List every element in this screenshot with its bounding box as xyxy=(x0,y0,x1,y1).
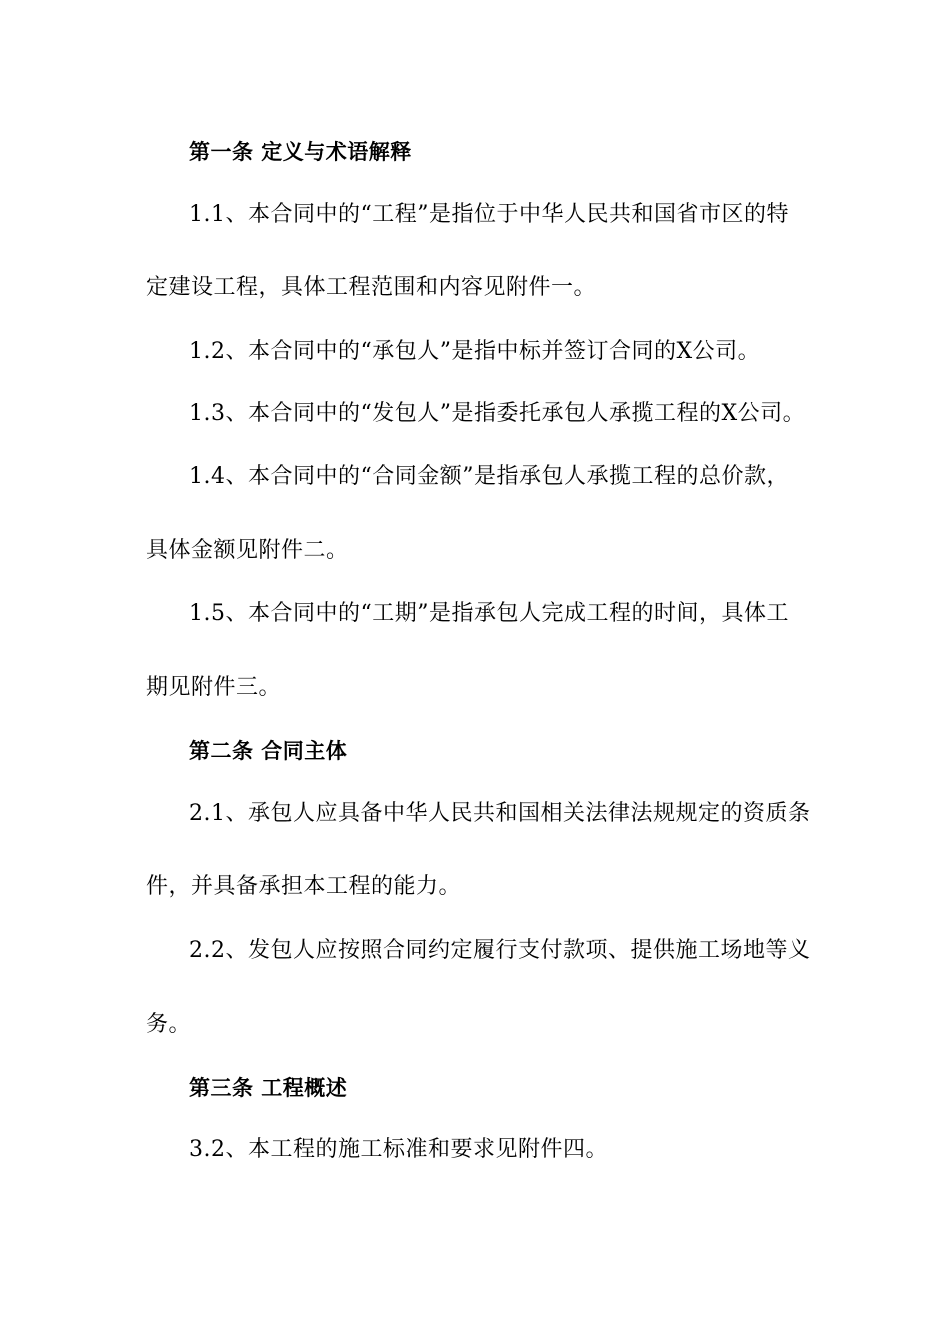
section-heading-1: 第一条 定义与术语解释 xyxy=(189,140,412,164)
clause-1-5-line-1: 1.5、本合同中的“工期”是指承包人完成工程的时间，具体工 xyxy=(189,601,789,626)
clause-2-2-line-2: 务。 xyxy=(146,1012,192,1037)
clause-1-5-line-2: 期见附件三。 xyxy=(146,675,282,700)
clause-1-2: 1.2、本合同中的“承包人”是指中标并签订合同的X公司。 xyxy=(189,339,761,364)
clause-3-2: 3.2、本工程的施工标准和要求见附件四。 xyxy=(189,1137,608,1162)
clause-1-1-line-2: 定建设工程，具体工程范围和内容见附件一。 xyxy=(146,275,597,300)
clause-1-1-line-1: 1.1、本合同中的“工程”是指位于中华人民共和国省市区的特 xyxy=(189,202,789,227)
clause-1-3: 1.3、本合同中的“发包人”是指委托承包人承揽工程的X公司。 xyxy=(189,401,806,426)
section-heading-2: 第二条 合同主体 xyxy=(189,739,348,763)
clause-1-4-line-1: 1.4、本合同中的“合同金额”是指承包人承揽工程的总价款， xyxy=(189,464,789,489)
clause-2-2-line-1: 2.2、发包人应按照合同约定履行支付款项、提供施工场地等义 xyxy=(189,938,811,963)
section-heading-3: 第三条 工程概述 xyxy=(189,1076,348,1100)
clause-1-4-line-2: 具体金额见附件二。 xyxy=(146,538,349,563)
clause-2-1-line-1: 2.1、承包人应具备中华人民共和国相关法律法规规定的资质条 xyxy=(189,801,811,826)
clause-2-1-line-2: 件，并具备承担本工程的能力。 xyxy=(146,874,462,899)
